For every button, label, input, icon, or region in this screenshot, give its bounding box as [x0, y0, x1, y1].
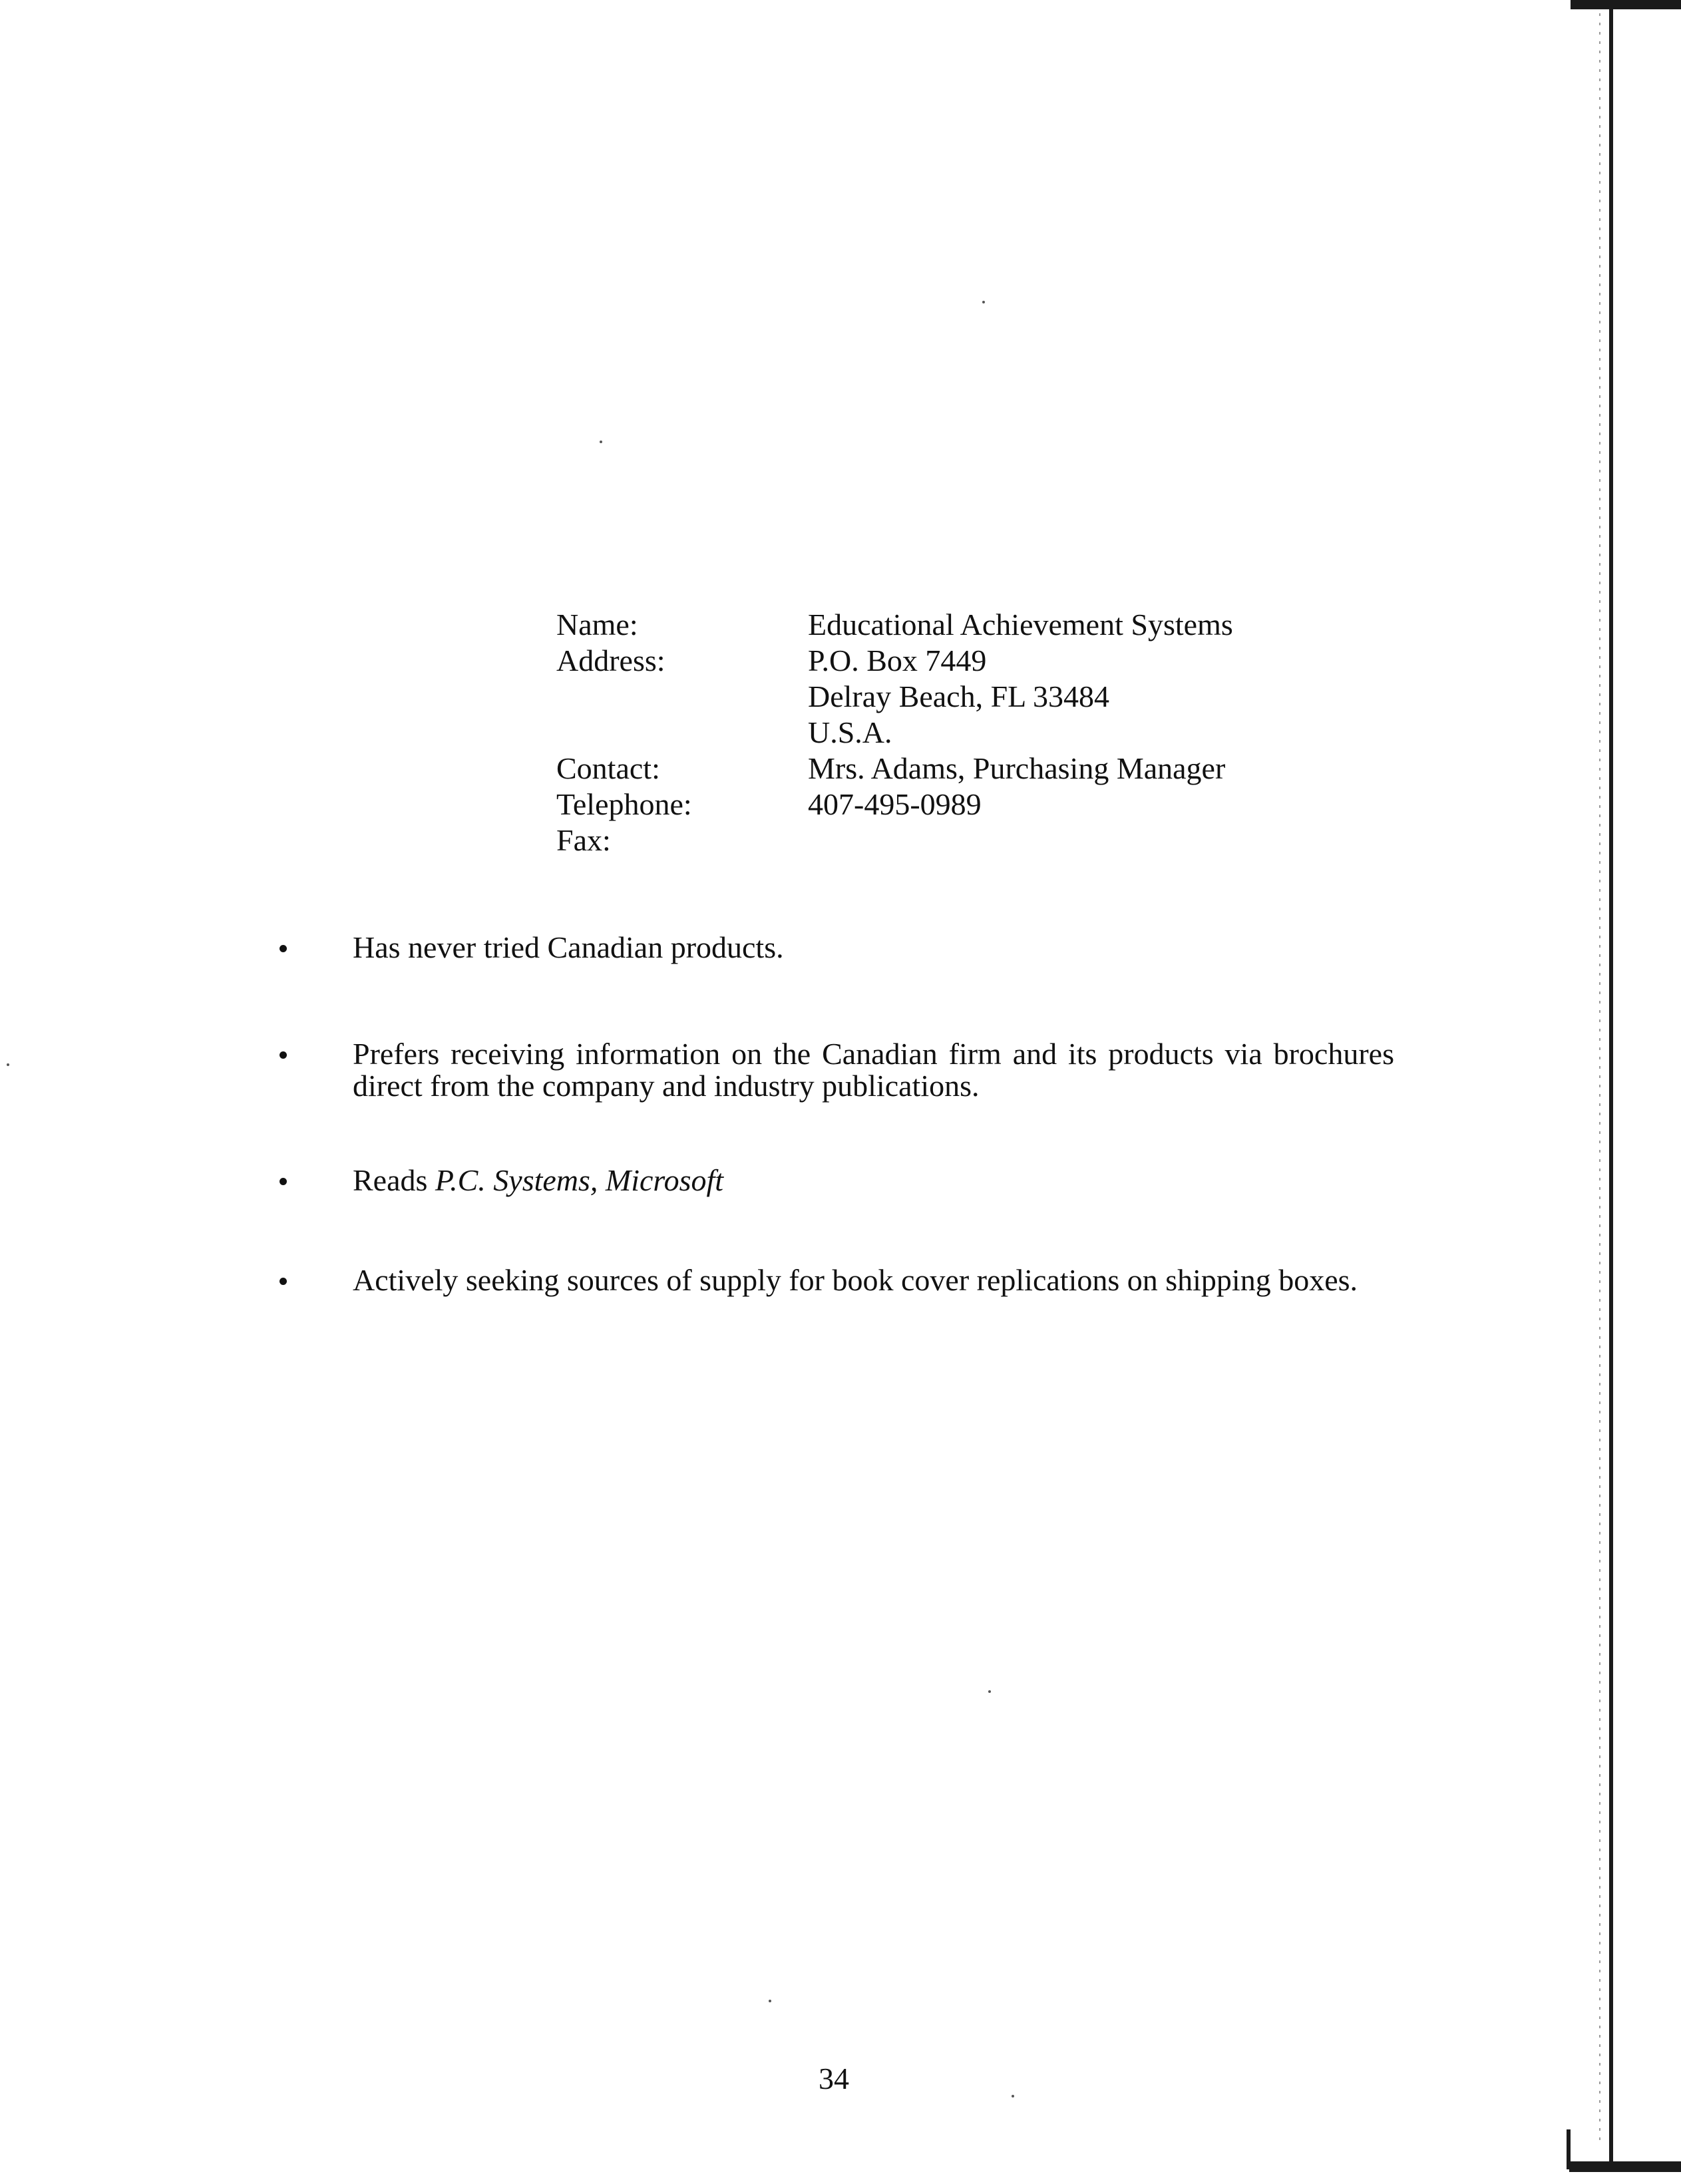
bullet-icon: [266, 1165, 353, 1196]
list-item: [266, 1038, 1398, 1102]
contact-label: Contact:: [556, 751, 660, 785]
info-row-telephone: [556, 787, 1355, 822]
page-edge-vertical: [1609, 9, 1613, 2165]
info-row-fax: [556, 822, 1355, 858]
page-edge-top: [1571, 0, 1681, 9]
bullet-text: [353, 1165, 1394, 1196]
page-number: 34: [819, 2062, 849, 2095]
contact-info-block: [556, 607, 1355, 858]
info-row-address-2: [556, 679, 1355, 715]
page-edge-bottom: [1569, 2161, 1681, 2172]
list-item: [266, 1264, 1398, 1296]
list-item: [266, 932, 1398, 964]
scan-speck: [600, 441, 602, 443]
name-value: Educational Achievement Systems: [808, 608, 1233, 641]
info-row-address: [556, 643, 1355, 679]
info-row-contact: [556, 751, 1355, 787]
scan-speck: [769, 2000, 771, 2002]
scan-speck: [982, 301, 985, 303]
bullet-text: Prefers receiving information on the Canadian firm and its products via brochures direct from the company and industry publications.: [353, 1037, 1394, 1103]
info-row-address-3: [556, 715, 1355, 751]
scan-speck: [988, 1690, 991, 1693]
fax-value: [808, 822, 1355, 858]
list-item: [266, 1165, 1398, 1196]
fax-label: Fax:: [556, 823, 611, 857]
address-line-1: P.O. Box 7449: [808, 643, 987, 677]
telephone-value: 407-495-0989: [808, 787, 982, 821]
info-row-name: [556, 607, 1355, 643]
bullet-text: Actively seeking sources of supply for book cover replications on shipping boxes.: [353, 1263, 1358, 1297]
address-line-2: Delray Beach, FL 33484: [808, 679, 1110, 713]
address-line-3: U.S.A.: [808, 715, 892, 749]
bullet-icon: [266, 1264, 353, 1296]
name-label: Name:: [556, 608, 638, 641]
bullet-text: Has never tried Canadian products.: [353, 930, 784, 964]
address-label-blank: [556, 715, 808, 751]
bullet-icon: [266, 932, 353, 964]
publication-titles: P.C. Systems, Microsoft: [435, 1163, 724, 1197]
address-label-blank: [556, 679, 808, 715]
address-label: Address:: [556, 643, 665, 677]
contact-value: Mrs. Adams, Purchasing Manager: [808, 751, 1226, 785]
bullet-text-prefix: Reads: [353, 1163, 435, 1197]
bullet-icon: [266, 1038, 353, 1102]
scan-speck: [7, 1063, 9, 1066]
scan-speck: [1012, 2095, 1014, 2097]
page-edge-dotted: [1599, 13, 1600, 2143]
telephone-label: Telephone:: [556, 787, 692, 821]
